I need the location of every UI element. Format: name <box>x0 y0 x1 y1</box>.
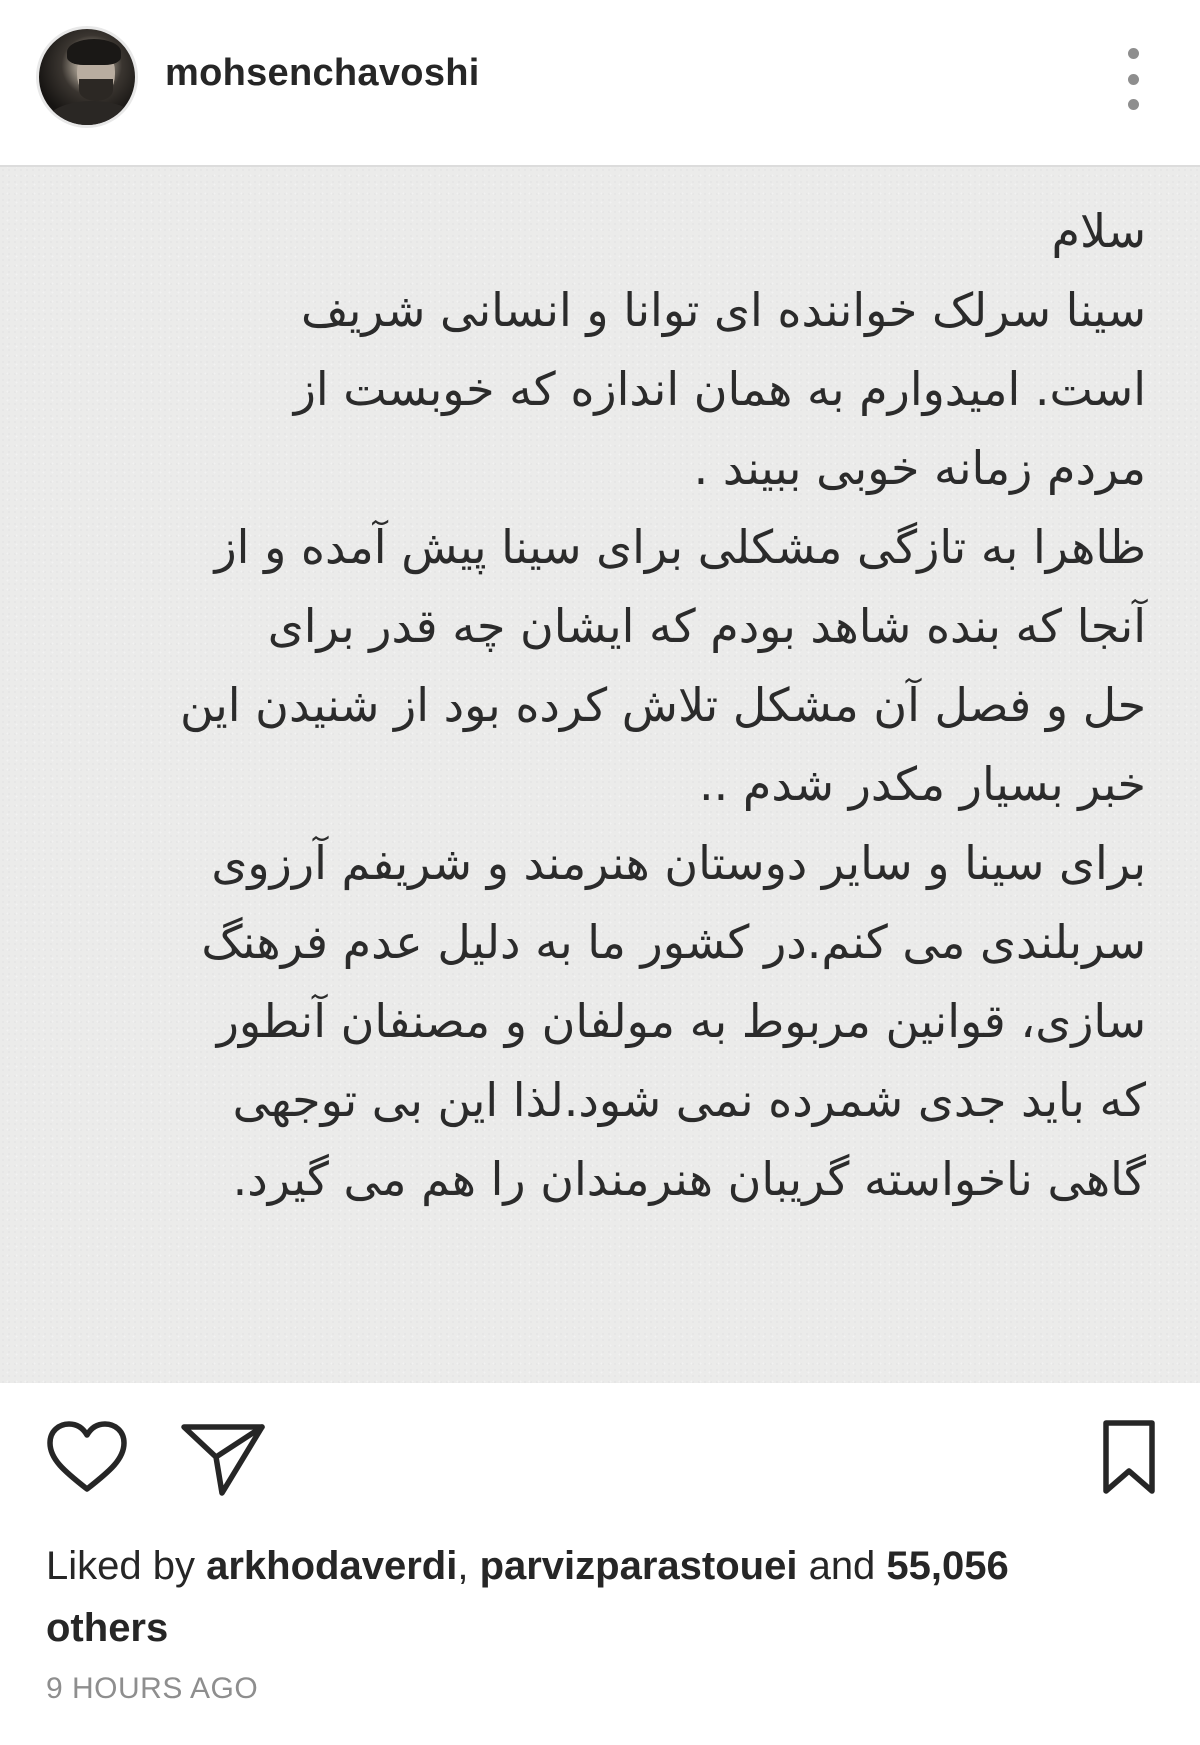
likes-separator: , <box>457 1544 480 1588</box>
post-text-line: گاهی ناخواسته گریبان هنرمندان را هم می گیرد. <box>232 1152 1146 1206</box>
post-image[interactable] <box>0 165 1200 1383</box>
post-text-line: سلام <box>1051 204 1146 258</box>
avatar-beard <box>79 79 113 101</box>
post-text <box>76 192 1146 1219</box>
avatar-hair <box>67 39 121 65</box>
post-text-line: خبر بسیار مکدر شدم .. <box>699 757 1146 811</box>
more-vertical-icon[interactable] <box>1118 48 1148 110</box>
post-text-line: حل و فصل آن مشکل تلاش کرده بود از شنیدن این <box>179 678 1146 732</box>
likes-conjunction: and <box>797 1544 887 1588</box>
profile-avatar[interactable] <box>36 26 138 128</box>
likes-prefix: Liked by <box>46 1544 207 1588</box>
send-icon[interactable] <box>178 1417 268 1499</box>
post-text-line: که باید جدی شمرده نمی شود.لذا این بی توجهی <box>232 1073 1146 1127</box>
post-text-line: سازی، قوانین مربوط به مولفان و مصنفان آنطور <box>216 994 1146 1048</box>
more-dot <box>1128 74 1139 85</box>
heart-icon[interactable] <box>44 1419 130 1495</box>
post-text-line: مردم زمانه خوبی ببیند . <box>693 441 1146 495</box>
post-timestamp: 9 HOURS AGO <box>46 1672 259 1705</box>
username-link[interactable]: mohsenchavoshi <box>165 52 480 94</box>
post-text-line: است. امیدوارم به همان اندازه که خوبست از <box>293 362 1146 416</box>
more-dot <box>1128 48 1139 59</box>
liker-link[interactable]: parvizparastouei <box>479 1544 798 1588</box>
post-text-line: ظاهرا به تازگی مشکلی برای سینا پیش آمده و از <box>214 520 1146 574</box>
bookmark-icon[interactable] <box>1098 1417 1160 1497</box>
likes-summary <box>46 1535 1156 1659</box>
more-dot <box>1128 99 1139 110</box>
action-bar <box>0 1383 1200 1523</box>
avatar-shoulders <box>47 101 137 128</box>
post-header <box>0 0 1200 165</box>
likes-others-link[interactable]: others <box>46 1606 169 1650</box>
post-text-line: آنجا که بنده شاهد بودم که ایشان چه قدر برای <box>267 599 1146 653</box>
post-text-line: سینا سرلک خواننده ای توانا و انسانی شریف <box>301 283 1146 337</box>
liker-link[interactable]: arkhodaverdi <box>206 1544 458 1588</box>
post-text-line: برای سینا و سایر دوستان هنرمند و شریفم آرزوی <box>211 836 1146 890</box>
likes-count-link[interactable]: 55,056 <box>886 1544 1009 1588</box>
post-text-line: سربلندی می کنم.در کشور ما به دلیل عدم فرهنگ <box>201 915 1146 969</box>
